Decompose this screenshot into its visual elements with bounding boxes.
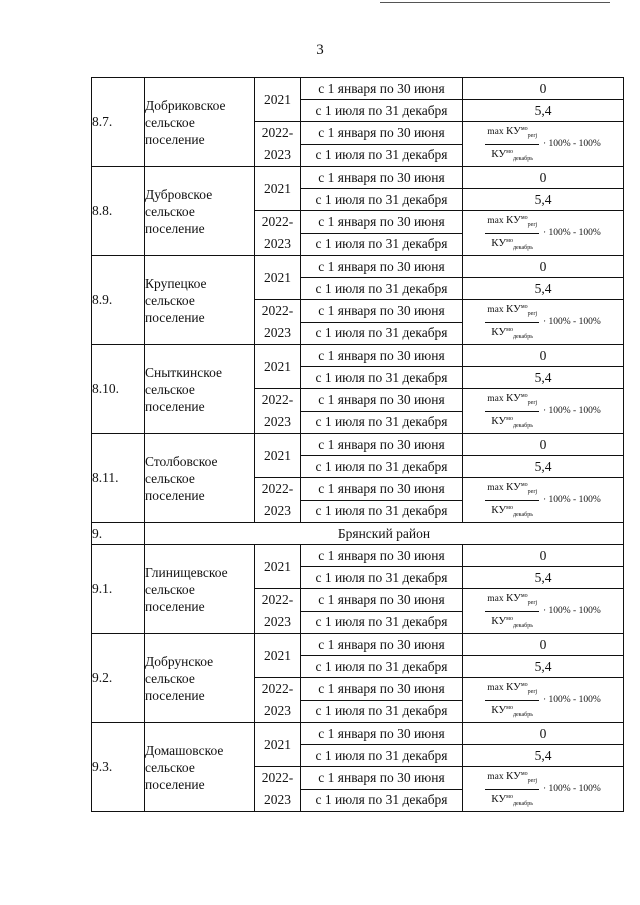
table-row [92,256,624,278]
year-range-cell: 2022- 2023 [255,589,301,634]
period-cell: с 1 июля по 31 декабря [301,789,463,812]
period-cell: с 1 июля по 31 декабря [301,322,463,345]
period-cell: с 1 июля по 31 декабря [301,100,463,122]
settlement-name: Крупецкое сельское поселение [145,256,255,345]
value-cell: 0 [463,345,624,367]
period-cell: с 1 января по 30 июня [301,634,463,656]
year-range-cell: 2022- 2023 [255,678,301,723]
period-cell: с 1 июля по 31 декабря [301,233,463,256]
period-cell: с 1 января по 30 июня [301,589,463,612]
period-cell: с 1 июля по 31 декабря [301,144,463,167]
year-range-cell: 2022- 2023 [255,300,301,345]
value-cell: 0 [463,78,624,100]
period-cell: с 1 января по 30 июня [301,389,463,412]
settlement-name: Глинищевское сельское поселение [145,545,255,634]
index-formula: $\frac{\max КУ^{мо}_{реrj}}{КУ^{мо}_{декабрь}}$ · 100% - 100% [485,678,601,721]
settlement-name: Добриковское сельское поселение [145,78,255,167]
settlement-name: Добрунское сельское поселение [145,634,255,723]
value-cell: 0 [463,545,624,567]
value-cell: 5,4 [463,456,624,478]
year-cell: 2021 [255,434,301,478]
period-cell: с 1 июля по 31 декабря [301,278,463,300]
index-formula: $\frac{\max КУ^{мо}_{реrj}}{КУ^{мо}_{декабрь}}$ · 100% - 100% [485,478,601,521]
value-cell: 5,4 [463,278,624,300]
region-name: Брянский район [145,523,624,545]
value-cell: 5,4 [463,656,624,678]
region-number: 9. [92,523,145,545]
table-row [92,545,624,567]
period-cell: с 1 января по 30 июня [301,434,463,456]
settlement-name: Сныткинское сельское поселение [145,345,255,434]
year-cell: 2021 [255,545,301,589]
period-cell: с 1 января по 30 июня [301,678,463,701]
formula-cell [463,589,624,634]
row-number: 8.9. [92,256,145,345]
period-cell: с 1 января по 30 июня [301,767,463,790]
table-row [92,634,624,656]
year-cell: 2021 [255,634,301,678]
index-formula: $\frac{\max КУ^{мо}_{реrj}}{КУ^{мо}_{декабрь}}$ · 100% - 100% [485,211,601,254]
table-row [92,167,624,189]
formula-cell [463,478,624,523]
value-cell: 5,4 [463,367,624,389]
formula-cell [463,678,624,723]
period-cell: с 1 января по 30 июня [301,545,463,567]
year-cell: 2021 [255,256,301,300]
year-cell: 2021 [255,723,301,767]
row-number: 9.3. [92,723,145,812]
period-cell: с 1 января по 30 июня [301,167,463,189]
settlement-name: Дубровское сельское поселение [145,167,255,256]
period-cell: с 1 июля по 31 декабря [301,500,463,523]
value-cell: 5,4 [463,745,624,767]
table-row [92,345,624,367]
tariff-table [91,77,624,812]
period-cell: с 1 января по 30 июня [301,478,463,501]
year-cell: 2021 [255,167,301,211]
row-number: 8.8. [92,167,145,256]
year-range-cell: 2022- 2023 [255,211,301,256]
row-number: 9.2. [92,634,145,723]
period-cell: с 1 июля по 31 декабря [301,700,463,723]
period-cell: с 1 июля по 31 декабря [301,456,463,478]
value-cell: 0 [463,256,624,278]
period-cell: с 1 января по 30 июня [301,122,463,145]
table-row [92,723,624,745]
year-range-cell: 2022- 2023 [255,767,301,812]
table-row [92,78,624,100]
period-cell: с 1 июля по 31 декабря [301,367,463,389]
period-cell: с 1 июля по 31 декабря [301,656,463,678]
period-cell: с 1 июля по 31 декабря [301,611,463,634]
value-cell: 0 [463,634,624,656]
formula-cell [463,211,624,256]
value-cell: 0 [463,723,624,745]
row-number: 9.1. [92,545,145,634]
index-formula: $\frac{\max КУ^{мо}_{реrj}}{КУ^{мо}_{декабрь}}$ · 100% - 100% [485,589,601,632]
period-cell: с 1 января по 30 июня [301,78,463,100]
period-cell: с 1 июля по 31 декабря [301,567,463,589]
period-cell: с 1 января по 30 июня [301,211,463,234]
page-number: 3 [316,42,324,58]
year-range-cell: 2022- 2023 [255,389,301,434]
table-row [92,434,624,456]
row-number: 8.11. [92,434,145,523]
period-cell: с 1 января по 30 июня [301,723,463,745]
formula-cell [463,122,624,167]
index-formula: $\frac{\max КУ^{мо}_{реrj}}{КУ^{мо}_{декабрь}}$ · 100% - 100% [485,122,601,165]
year-cell: 2021 [255,78,301,122]
period-cell: с 1 января по 30 июня [301,345,463,367]
value-cell: 0 [463,434,624,456]
settlement-name: Столбовское сельское поселение [145,434,255,523]
period-cell: с 1 января по 30 июня [301,300,463,323]
formula-cell [463,389,624,434]
value-cell: 5,4 [463,567,624,589]
index-formula: $\frac{\max КУ^{мо}_{реrj}}{КУ^{мо}_{декабрь}}$ · 100% - 100% [485,767,601,810]
period-cell: с 1 июля по 31 декабря [301,411,463,434]
year-cell: 2021 [255,345,301,389]
period-cell: с 1 июля по 31 декабря [301,189,463,211]
formula-cell [463,300,624,345]
row-number: 8.7. [92,78,145,167]
year-range-cell: 2022- 2023 [255,122,301,167]
period-cell: с 1 января по 30 июня [301,256,463,278]
value-cell: 5,4 [463,100,624,122]
formula-cell [463,767,624,812]
top-rule [380,2,610,3]
index-formula: $\frac{\max КУ^{мо}_{реrj}}{КУ^{мо}_{декабрь}}$ · 100% - 100% [485,300,601,343]
settlement-name: Домашовское сельское поселение [145,723,255,812]
index-formula: $\frac{\max КУ^{мо}_{реrj}}{КУ^{мо}_{декабрь}}$ · 100% - 100% [485,389,601,432]
region-row [92,523,624,545]
value-cell: 5,4 [463,189,624,211]
year-range-cell: 2022- 2023 [255,478,301,523]
period-cell: с 1 июля по 31 декабря [301,745,463,767]
value-cell: 0 [463,167,624,189]
row-number: 8.10. [92,345,145,434]
